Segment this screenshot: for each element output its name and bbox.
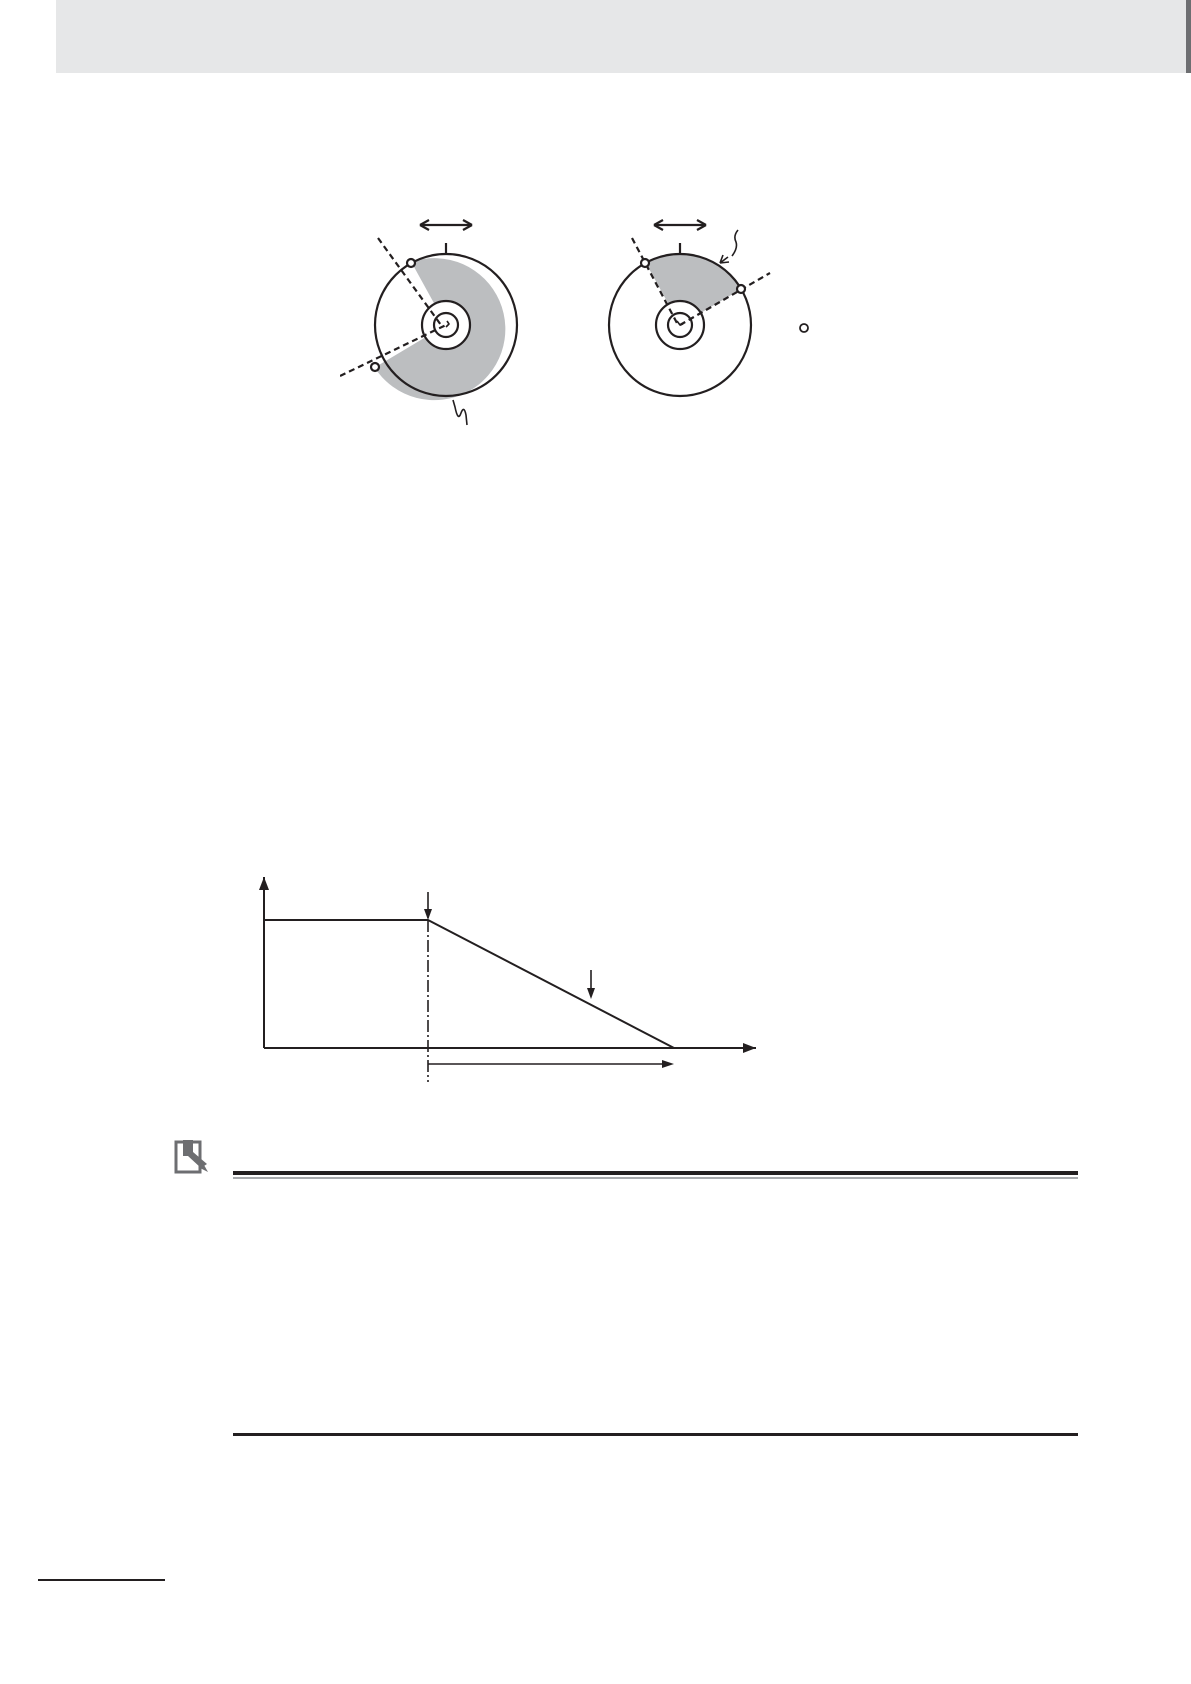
page-header-band (56, 0, 1191, 73)
decline-graph (250, 860, 770, 1090)
graph-curve (264, 920, 674, 1048)
right-disc (609, 220, 770, 396)
note-bottom-rule (233, 1433, 1078, 1436)
note-top-rule (233, 1171, 1078, 1175)
legend-point-marker (800, 324, 808, 332)
left-disc-point-lower (371, 363, 379, 371)
left-disc-leader (453, 400, 467, 425)
page-header-accent (1186, 0, 1191, 73)
right-disc-point-upper (641, 259, 649, 267)
right-disc-point-lower (737, 285, 745, 293)
note-body (240, 1200, 1070, 1420)
left-disc (340, 220, 517, 425)
precautions-for-correct-use-icon (173, 1138, 213, 1178)
footer-rule (38, 1579, 165, 1581)
note-top-rule-shadow (233, 1177, 1078, 1179)
right-disc-leader (720, 230, 738, 263)
left-disc-point-upper (407, 259, 415, 267)
rotary-sector-figure (340, 200, 840, 440)
left-disc-hub-inner (434, 313, 458, 337)
